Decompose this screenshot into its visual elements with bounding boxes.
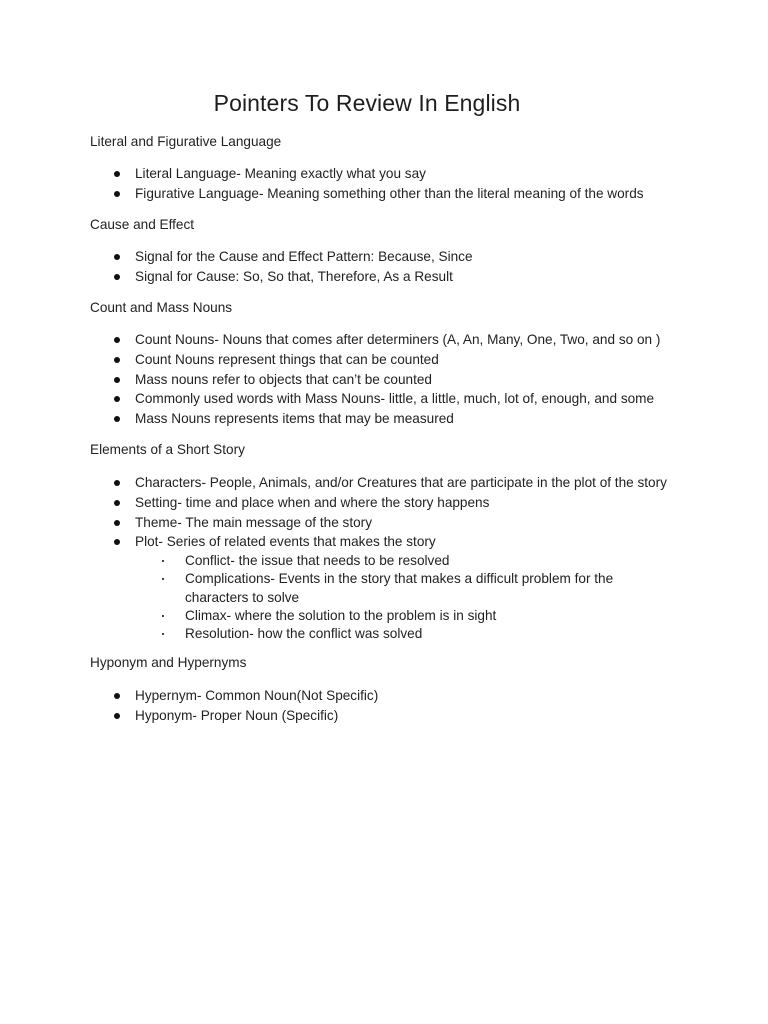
list-item [90, 267, 730, 287]
bullet-icon [114, 520, 120, 526]
list-item [90, 330, 730, 350]
list-item [90, 409, 730, 429]
section-hyponym-hypernym [90, 654, 730, 726]
list-item-text: Setting- time and place when and where the story happens [135, 494, 490, 510]
list-item [90, 247, 730, 267]
bullet-icon [114, 274, 120, 280]
sub-list-item [90, 570, 625, 606]
bullet-icon [114, 693, 120, 699]
list-item-text: Signal for the Cause and Effect Pattern: Because, Since [135, 249, 473, 264]
list-item-text: Figurative Language- Meaning something other than the literal meaning of the words [135, 185, 644, 201]
list-item [90, 389, 730, 409]
list-item-text: Count Nouns represent things that can be counted [135, 351, 439, 367]
list-item [90, 513, 730, 533]
list-item-text: Count Nouns- Nouns that comes after determiners (A, An, Many, One, Two, and so on ) [135, 332, 661, 347]
list-item-text: Characters- People, Animals, and/or Creatures that are participate in the plot of the story [135, 475, 667, 490]
bullet-icon [114, 337, 120, 343]
sub-list-item-text: Climax- where the solution to the problem is in sight [185, 607, 497, 623]
list-item [90, 532, 730, 552]
bullet-icon [114, 539, 120, 545]
list-item [90, 473, 730, 493]
bullet-list [90, 473, 730, 552]
list-item-text: Mass Nouns represents items that may be measured [135, 411, 454, 427]
bullet-list [90, 686, 730, 726]
section-heading: Elements of a Short Story [90, 442, 245, 457]
bullet-icon [114, 171, 120, 177]
list-item [90, 370, 730, 390]
bullet-icon [114, 377, 120, 383]
sub-list-item-text: Conflict- the issue that needs to be resolved [185, 553, 450, 569]
bullet-icon [114, 357, 120, 363]
sub-list-item [90, 552, 625, 570]
bullet-list [90, 247, 730, 287]
bullet-icon [114, 254, 120, 260]
bullet-icon [114, 480, 120, 486]
sub-bullet-icon [162, 615, 164, 617]
page-title: Pointers To Review In English [213, 90, 521, 116]
sub-list-item [90, 607, 625, 625]
sub-bullet-icon [162, 578, 164, 580]
section-short-story [90, 441, 730, 643]
list-item-text: Plot- Series of related events that makes the story [135, 534, 436, 550]
list-item-text: Literal Language- Meaning exactly what you say [135, 166, 426, 181]
bullet-icon [114, 500, 120, 506]
sub-bullet-list [90, 552, 730, 643]
sub-list-item-text: Complications- Events in the story that makes a difficult problem for the characters to solve [185, 571, 614, 605]
sub-list-item-text: Resolution- how the conflict was solved [185, 626, 423, 641]
list-item [90, 164, 730, 184]
bullet-icon [114, 191, 120, 197]
section-heading: Literal and Figurative Language [90, 134, 282, 149]
sub-bullet-icon [162, 633, 164, 635]
list-item [90, 493, 730, 513]
section-heading: Hyponym and Hypernyms [90, 655, 247, 670]
sub-bullet-icon [162, 560, 164, 562]
section-cause-effect [90, 216, 730, 287]
list-item-text: Signal for Cause: So, So that, Therefore, As a Result [135, 268, 453, 284]
list-item-text: Theme- The main message of the story [135, 514, 372, 530]
bullet-list [90, 330, 730, 429]
list-item-text: Hypernym- Common Noun(Not Specific) [135, 688, 379, 703]
list-item-text: Mass nouns refer to objects that can’t be counted [135, 371, 432, 387]
section-heading: Cause and Effect [90, 217, 195, 232]
sub-list-item [90, 625, 625, 643]
list-item [90, 350, 730, 370]
section-literal-figurative [90, 133, 730, 204]
section-heading: Count and Mass Nouns [90, 300, 233, 315]
bullet-list [90, 164, 730, 204]
list-item-text: Commonly used words with Mass Nouns- little, a little, much, lot of, enough, and some [135, 391, 655, 407]
list-item [90, 686, 730, 706]
section-count-mass-nouns [90, 299, 730, 429]
bullet-icon [114, 713, 120, 719]
list-item [90, 184, 730, 204]
list-item [90, 706, 730, 726]
list-item-text: Hyponym- Proper Noun (Specific) [135, 707, 339, 723]
bullet-icon [114, 416, 120, 422]
bullet-icon [114, 396, 120, 402]
